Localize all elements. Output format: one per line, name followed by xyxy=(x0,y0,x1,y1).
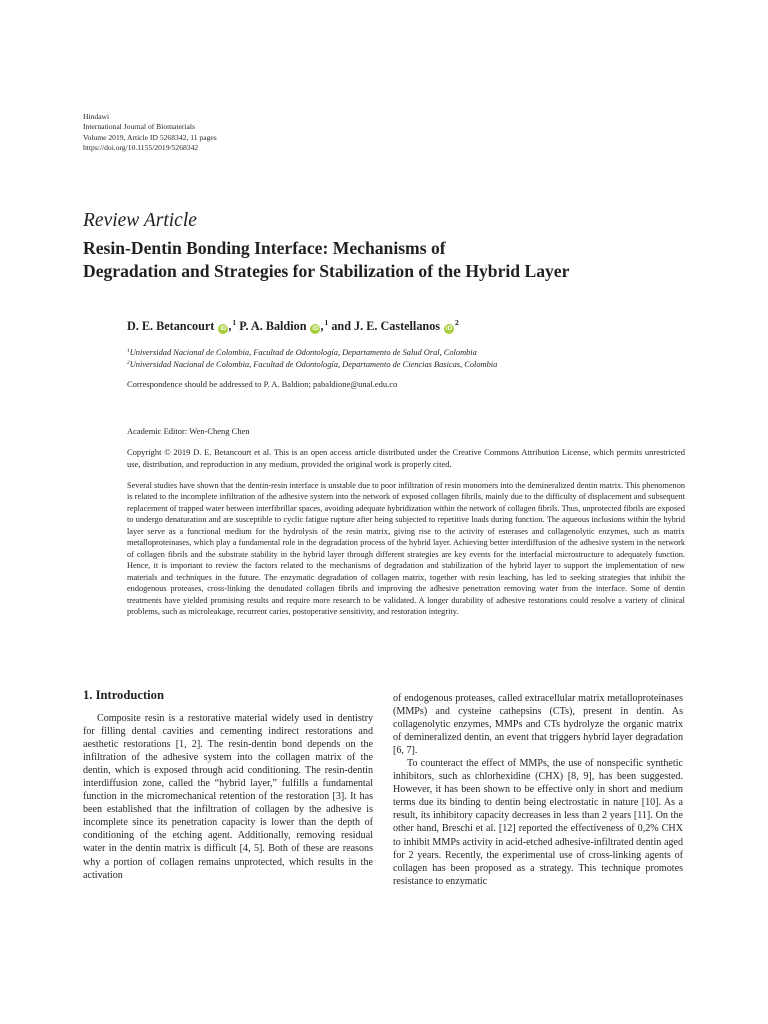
affiliations xyxy=(127,346,497,371)
affiliation-sup: 1 xyxy=(127,348,130,354)
orcid-icon[interactable]: iD xyxy=(445,325,453,332)
correspondence: Correspondence should be addressed to P. A. Baldion; pabaldione@unal.edu.co xyxy=(127,379,398,389)
author-name: D. E. Betancourt xyxy=(127,319,215,333)
orcid-icon[interactable]: iD xyxy=(220,325,227,332)
author-name: J. E. Castellanos xyxy=(354,319,441,333)
abstract: Several studies have shown that the dentin-resin interface is unstable due to poor infiltration of resin monomers into the demineralized dentin matrix. This phenomenon is related to the incomplete infiltration of the adhesive system into the network of exposed collagen fibrils, mainly due to the difficulty of displacement and subsequent replacement of trapped water between interfibrillar spaces, avoiding adequate hybridization within the network of collagen fibrils. Thus, unprotected fibrils are exposed to undergo denaturation and are susceptible to cyclic fatigue rupture after being subjected to repetitive loads during function. The aqueous inclusions within the hybrid layer serve as a functional medium for the hydrolysis of the resin matrix, giving rise to the activity of esterases and collagenolytic enzymes, such as matrix metalloproteinases, which play a fundamental role in the degradation process of the hybrid layer. Achieving better interdiffusion of the adhesive system in the network of collagen fibrils and the substrate stability in the hybrid layer through different strategies are key events for the interfacial microstructure to adequately function. Hence, it is important to review the factors related to the mechanisms of degradation and stabilization of the hybrid layer to support the implementation of new materials and techniques in the future. The enzymatic degradation of collagen matrix, together with resin leaching, has led to seeking strategies that inhibit the endogenous proteases, cross-linking the denudated collagen fibrils and improving the adhesive penetration removing water from the interface. Some of dentin treatments have yielded promising results and require more research to be validated. A longer durability of adhesive restorations could resolve a variety of clinical problems, such as microleakage, recurrent caries, postoperative sensitivity, and restoration integrity. xyxy=(127,481,685,616)
affiliation-text: Universidad Nacional de Colombia, Facultad de Odontología, Departamento de Salud Oral, Colombia xyxy=(129,348,477,357)
affiliation-text: Universidad Nacional de Colombia, Facultad de Odontología, Departamento de Ciencias Basicas, Colombia xyxy=(129,360,498,370)
author-conjunction: and xyxy=(331,319,351,333)
author-name: P. A. Baldion xyxy=(239,319,307,333)
section-heading-introduction: 1. Introduction xyxy=(83,688,164,702)
doi-link[interactable]: https://doi.org/10.1155/2019/5268342 xyxy=(83,143,199,153)
paragraph: of endogenous proteases, called extracellular matrix metalloproteinases (MMPs) and cysteine cathepsins (CTs), present in dentin. As collagenolytic enzymes, MMPs and CTs hydrolyze the organic matrix of demineralized dentin, an event that triggers hybrid layer degradation [6, 7]. xyxy=(393,693,683,757)
author-affil-sup: 1 xyxy=(324,318,329,327)
author-affil-sup: 1 xyxy=(232,318,237,327)
column-right xyxy=(393,692,683,888)
article-title xyxy=(83,237,723,283)
column-left xyxy=(83,712,373,882)
article-type: Review Article xyxy=(83,210,197,231)
publisher: Hindawi xyxy=(83,112,110,121)
journal-meta xyxy=(83,112,217,154)
author-affil-sup: 2 xyxy=(455,318,459,327)
orcid-icon[interactable]: iD xyxy=(312,325,319,332)
paragraph: To counteract the effect of MMPs, the use of nonspecific synthetic inhibitors, such as chlorhexidine (CHX) [8, 9], has been suggested. However, it has been shown to be effective only in short and medium terms due its binding to dentin being electrostatic in nature [10]. As a result, its inhibitory capacity decreases in less than 2 years [11]. On the other hand, Breschi et al. [12] reported the effectiveness of 0,2% CHX to inhibit MMPs activity in acid-etched adhesive-infiltrated dentin aged for 2 years. Recently, the experimental use of cross-linking agents of collagen has been proposed as a strategy. This technique promotes resistance to enzymatic xyxy=(393,758,683,887)
title-line-2: Degradation and Strategies for Stabilization of the Hybrid Layer xyxy=(83,261,570,281)
journal-name: International Journal of Biomaterials xyxy=(83,122,195,132)
affiliation-sup: 2 xyxy=(127,360,130,367)
academic-editor: Academic Editor: Wen-Cheng Chen xyxy=(127,426,250,436)
copyright-notice: Copyright © 2019 D. E. Betancourt et al. This is an open access article distributed under the Creative Commons Attribution License, which permits unrestricted use, distribution, and reproduction in any medium, provided the original work is properly cited. xyxy=(127,447,685,469)
author-list: D. E. Betancourt iD ,$^1$ P. A. Baldion iD ,$^1$ and J. E. Castellanos $iD^2$ xyxy=(127,318,459,333)
affiliation-item xyxy=(127,346,497,358)
paragraph: Composite resin is a restorative material widely used in dentistry for filling dental cavities and cementing indirect restorations and aesthetic restorations [1, 2]. The resin-dentin bond depends on the infiltration of the adhesive system into the collagen matrix of the dentin, which is exposed through acid conditioning. The resin-dentin interdiffusion zone, called the “hybrid layer,” fulfills a fundamental function in the micromechanical retention of the restoration [3]. It has been established that the infiltration of collagen by the adhesive is incomplete since its penetration capacity is lower than the depth of conditioning of the etching agent. Additionally, removing residual water in the dentin matrix is difficult [4, 5]. Both of these are reasons why a portion of collagen remains unprotected, which results in the activation xyxy=(83,713,373,881)
title-line-1: Resin-Dentin Bonding Interface: Mechanisms of xyxy=(83,238,446,258)
volume-line: Volume 2019, Article ID 5268342, 11 pages xyxy=(83,132,217,142)
affiliation-item xyxy=(127,358,497,370)
